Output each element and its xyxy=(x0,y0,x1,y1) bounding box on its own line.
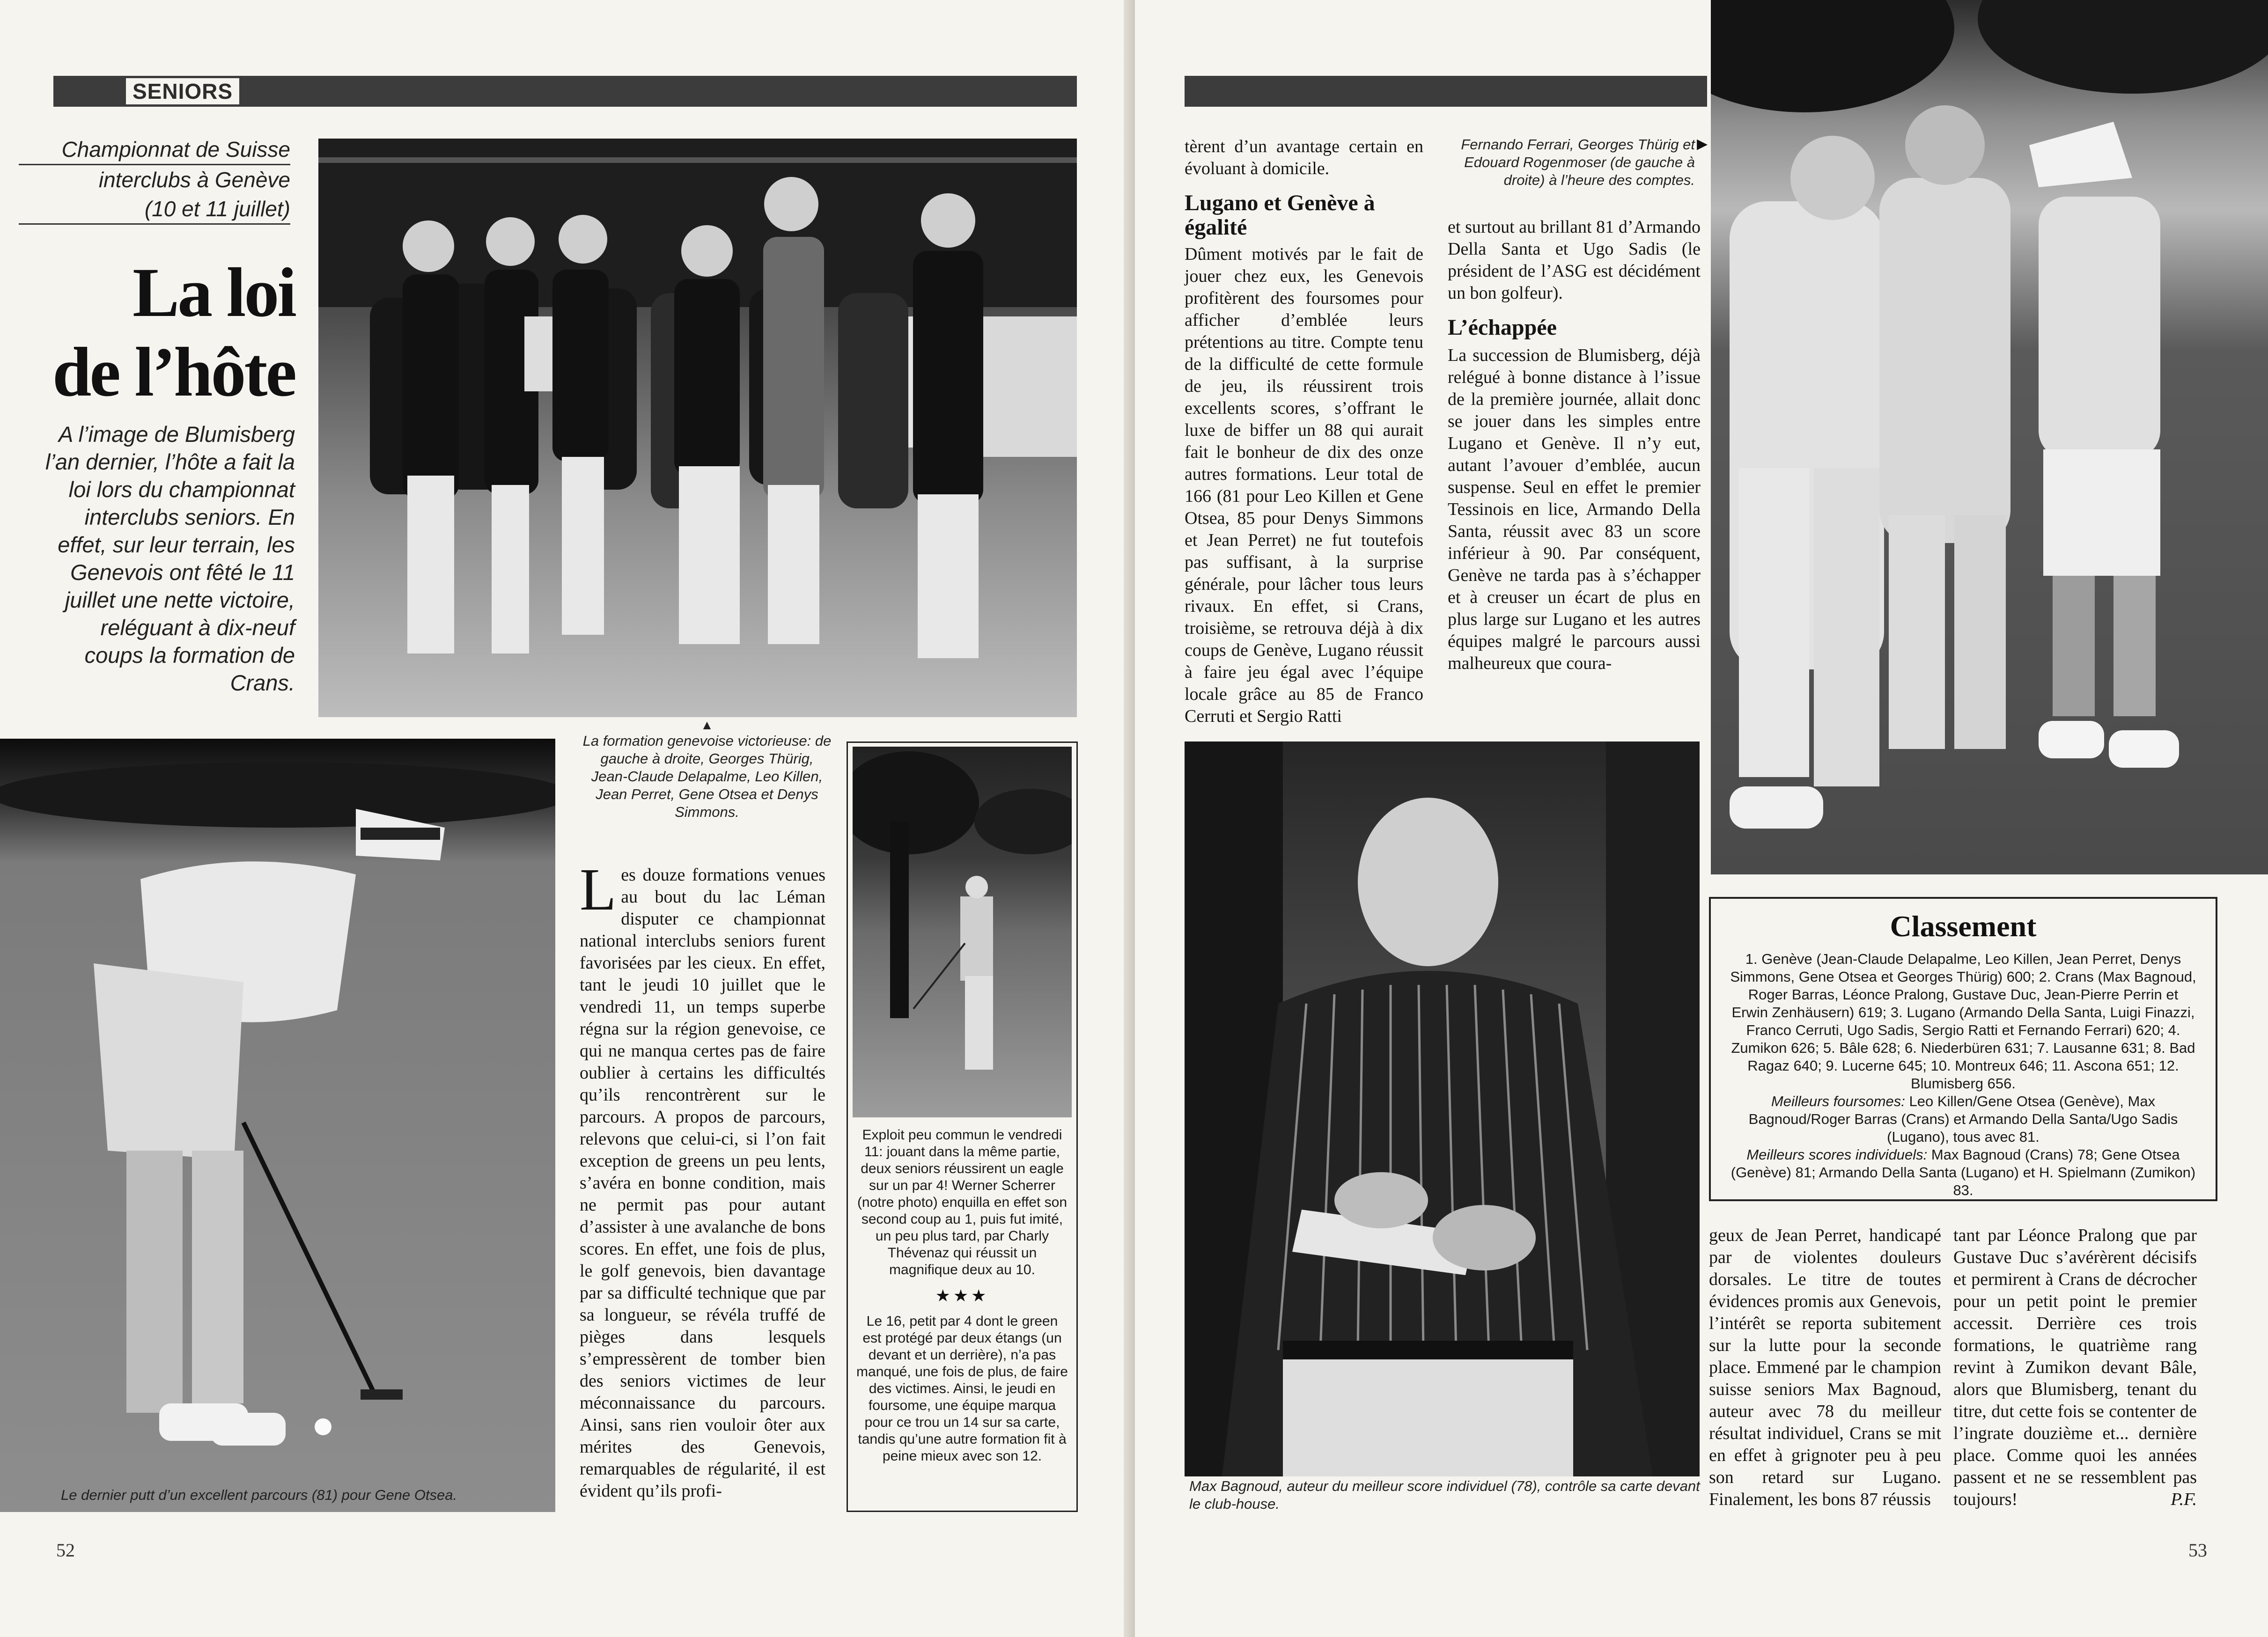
drop-cap: L xyxy=(580,864,617,923)
signature: P.F. xyxy=(2171,1490,2197,1509)
bagnoud-photo xyxy=(1185,741,1700,1476)
headline xyxy=(19,253,295,412)
section-bar-right xyxy=(1185,76,1707,107)
exploit-box xyxy=(847,741,1078,1512)
trio-photo xyxy=(1711,0,2268,874)
article-col1-text: es douze formations venues au bout du lac Léman disputer ce championnat national interclubs seniors furent favorisées par les cieux. En effet, tant le jeudi 10 juillet que le vendredi 11, un temps superbe régna sur la région genevoise, ce qui ne manqua certes pas de faire oublier à certains les difficultés qu’ils rencontrèrent sur le parcours. A propos de parcours, relevons que celui-ci, si l’on fait exception de greens un peu lents, s’avéra en bonne condition, mais ne permit pas pour autant d’assister à une avalanche de bons scores. En effet, une fois de plus, le golf genevois, bien davantage par sa difficulté technique que par sa longueur, se révéla truffé de pièges dans lesquels s’empressèrent de tomber bien des seniors victimes de leur méconnaissance du parcours. Ainsi, sans rien vouloir ôter aux mérites des Genevois, remarquables de régularité, il est évident qu’ils profi- xyxy=(580,865,825,1501)
article-column-5 xyxy=(1953,1225,2197,1511)
scherrer-photo-illustration xyxy=(853,747,1072,1117)
headline-line-2: de l’hôte xyxy=(52,333,295,411)
subhead-lugano: Lugano et Genève à égalité xyxy=(1185,191,1375,240)
intro-text: A l’image de Blumisberg l’an dernier, l’hôte a fait la loi lors du championnat interclubs seniors. En effet, sur leur terrain, les Genevois ont fêté le 11 juillet une nette victoire, reléguant à dix-neuf coups la formation de Crans. xyxy=(45,422,295,695)
article-column-3 xyxy=(1448,216,1701,675)
kicker-line-2: interclubs à Genève xyxy=(98,168,290,192)
exploit-text: Exploit peu commun le vendredi 11: jouant dans la même partie, deux seniors réussirent un eagle sur un par 4! Werner Scherrer (notre photo) enquilla en effet son second coup au 1, puis fut imité, un peu plus tard, par Charly Thévenaz qui réussit un magnifique deux au 10. xyxy=(857,1127,1068,1277)
headline-line-1: La loi xyxy=(133,254,295,331)
article-column-2 xyxy=(1185,136,1423,727)
putt-photo xyxy=(0,739,555,1512)
trio-photo-illustration xyxy=(1711,0,2268,874)
left-page xyxy=(0,0,1133,1637)
foursomes-text: Leo Killen/Gene Otsea (Genève), Max Bagnoud/Roger Barras (Crans) et Armando Della Santa/Ugo Sadis (Lugano), tous avec 81. xyxy=(1748,1093,2178,1145)
article-column-1 xyxy=(580,864,825,1520)
subhead-echappee: L’échappée xyxy=(1448,315,1557,340)
scherrer-photo xyxy=(853,747,1072,1117)
putt-caption: Le dernier putt d’un excellent parcours (81) pour Gene Otsea. xyxy=(61,1487,457,1503)
putt-photo-illustration xyxy=(0,739,555,1512)
trio-caption-text: Fernando Ferrari, Georges Thürig et Edouard Rogenmoser (de gauche à droite) à l’heure des comptes. xyxy=(1461,136,1695,188)
article-col2-top: tèrent d’un avantage certain en évoluant à domicile. xyxy=(1185,137,1423,178)
stars-separator: ★★★ xyxy=(935,1286,989,1305)
foursomes-label: Meilleurs foursomes: xyxy=(1771,1093,1905,1109)
section-bar xyxy=(53,76,1077,107)
classement-foursomes xyxy=(1730,1093,2197,1146)
kicker xyxy=(19,135,290,225)
classement-title: Classement xyxy=(1890,910,2037,943)
section-tag: SENIORS xyxy=(126,78,239,104)
article-col3-text: La succession de Blumisberg, déjà relégué à bonne distance à l’issue de la première journée, allait donc se jouer dans les simples entre Lugano et Genève. Il n’y eut, autant l’avouer d’emblée, aucun suspense. Seul en effet le premier Tessinois en lice, Armando Della Santa, réussit avec 83 un score inférieur à 90. Par conséquent, Genève ne tarda pas à s’échapper et à creuser un écart de plus en plus large sur Lugano et les autres équipes malgré le parcours aussi malheureux que coura- xyxy=(1448,345,1701,673)
classement-individual xyxy=(1730,1146,2197,1199)
page-number-right: 53 xyxy=(2188,1540,2207,1561)
article-col5-text: tant par Léonce Pralong que par Gustave Duc s’avérèrent décisifs et permirent à Crans de décrocher pour un petit point le premier accessit. Derrière ces trois formations, le quatrième rang revint à Zumikon devant Bâle, alors que Blumisberg, tenant du titre, dut cette fois se contenter de l’ingrate douzième et... dernière place. Comme quoi les années passent et ne se ressemblent pas toujours! xyxy=(1953,1226,2197,1509)
team-photo xyxy=(318,139,1077,717)
sixteen-text: Le 16, petit par 4 dont le green est protégé par deux étangs (un devant et un derrière), n’a pas manqué, une fois de plus, de faire des victimes. Ainsi, le jeudi en foursome, une équipe marqua pour ce trou un 14 sur sa carte, tandis qu’une autre formation fit à peine mieux avec son 12. xyxy=(856,1314,1068,1464)
kicker-line-3: (10 et 11 juillet) xyxy=(19,194,290,225)
right-page xyxy=(1135,0,2268,1637)
article-col3-top: et surtout au brillant 81 d’Armando Della Santa et Ugo Sadis (le président de l’ASG est décidément un bon golfeur). xyxy=(1448,217,1701,303)
team-caption-text: La formation genevoise victorieuse: de gauche à droite, Georges Thürig, Jean-Claude Delapalme, Leo Killen, Jean Perret, Gene Otsea et Denys Simmons. xyxy=(582,733,832,820)
individual-text: Max Bagnoud (Crans) 78; Gene Otsea (Genève) 81; Armando Della Santa (Lugano) et H. Spielmann (Zumikon) 83. xyxy=(1730,1146,2196,1198)
article-col2-text: Dûment motivés par le fait de jouer chez eux, les Genevois profitèrent des foursomes pour afficher d’emblée leurs prétentions au titre. Compte tenu de la difficulté de cette formule de jeu, ils réussirent trois excellents scores, s’offrant le luxe de biffer un 88 qui aurait fait le bonheur de dix des onze autres formations. Leur total de 166 (81 pour Leo Killen et Gene Otsea, 85 pour Denys Simmons et Jean Perret) ne fut toutefois pas suffisant, à la surprise générale, pour lâcher tous leurs rivaux. En effet, si Crans, troisième, se retrouva déjà à dix coups de Genève, Lugano réussit à faire jeu égal avec l’équipe locale grâce au 85 de Franco Cerruti et Sergio Ratti xyxy=(1185,244,1423,726)
individual-label: Meilleurs scores individuels: xyxy=(1746,1146,1928,1163)
page-number-left: 52 xyxy=(56,1540,75,1561)
kicker-line-1: Championnat de Suisse xyxy=(19,135,290,165)
article-column-4: geux de Jean Perret, handicapé par de violentes douleurs dorsales. Le titre de toutes évidences promis aux Genevois, l’intérêt se reporta subitement sur la lutte pour la seconde place. Emmené par le champion suisse seniors Max Bagnoud, auteur avec 78 du meilleur résultat individuel, Crans se mit en effet à grignoter peu à peu son retard sur Lugano. Finalement, les bons 87 réussis xyxy=(1709,1226,1941,1509)
trio-arrow-icon: ▶ xyxy=(1697,136,1708,152)
bagnoud-caption: Max Bagnoud, auteur du meilleur score individuel (78), contrôle sa carte devant le club-house. xyxy=(1189,1478,1700,1512)
team-photo-illustration xyxy=(318,139,1077,717)
caption-arrow-icon: ▲ xyxy=(700,718,714,732)
classement-results: 1. Genève (Jean-Claude Delapalme, Leo Killen, Jean Perret, Denys Simmons, Gene Otsea et Georges Thürig) 600; 2. Crans (Max Bagnoud, Roger Barras, Léonce Pralong, Gustave Duc, Jean-Pierre Perrin et Erwin Zenhäusern) 619; 3. Lugano (Armando Della Santa, Luigi Finazzi, Franco Cerruti, Ugo Sadis, Sergio Ratti et Fernando Ferrari) 620; 4. Zumikon 626; 5. Bâle 628; 6. Niederbüren 631; 7. Lausanne 631; 8. Bad Ragaz 640; 9. Lucerne 645; 10. Montreux 646; 11. Ascona 651; 12. Blumisberg 656. xyxy=(1730,951,2196,1092)
bagnoud-photo-illustration xyxy=(1185,741,1700,1476)
classement-box xyxy=(1709,897,2217,1201)
trio-caption xyxy=(1433,136,1695,189)
team-caption xyxy=(581,718,833,821)
